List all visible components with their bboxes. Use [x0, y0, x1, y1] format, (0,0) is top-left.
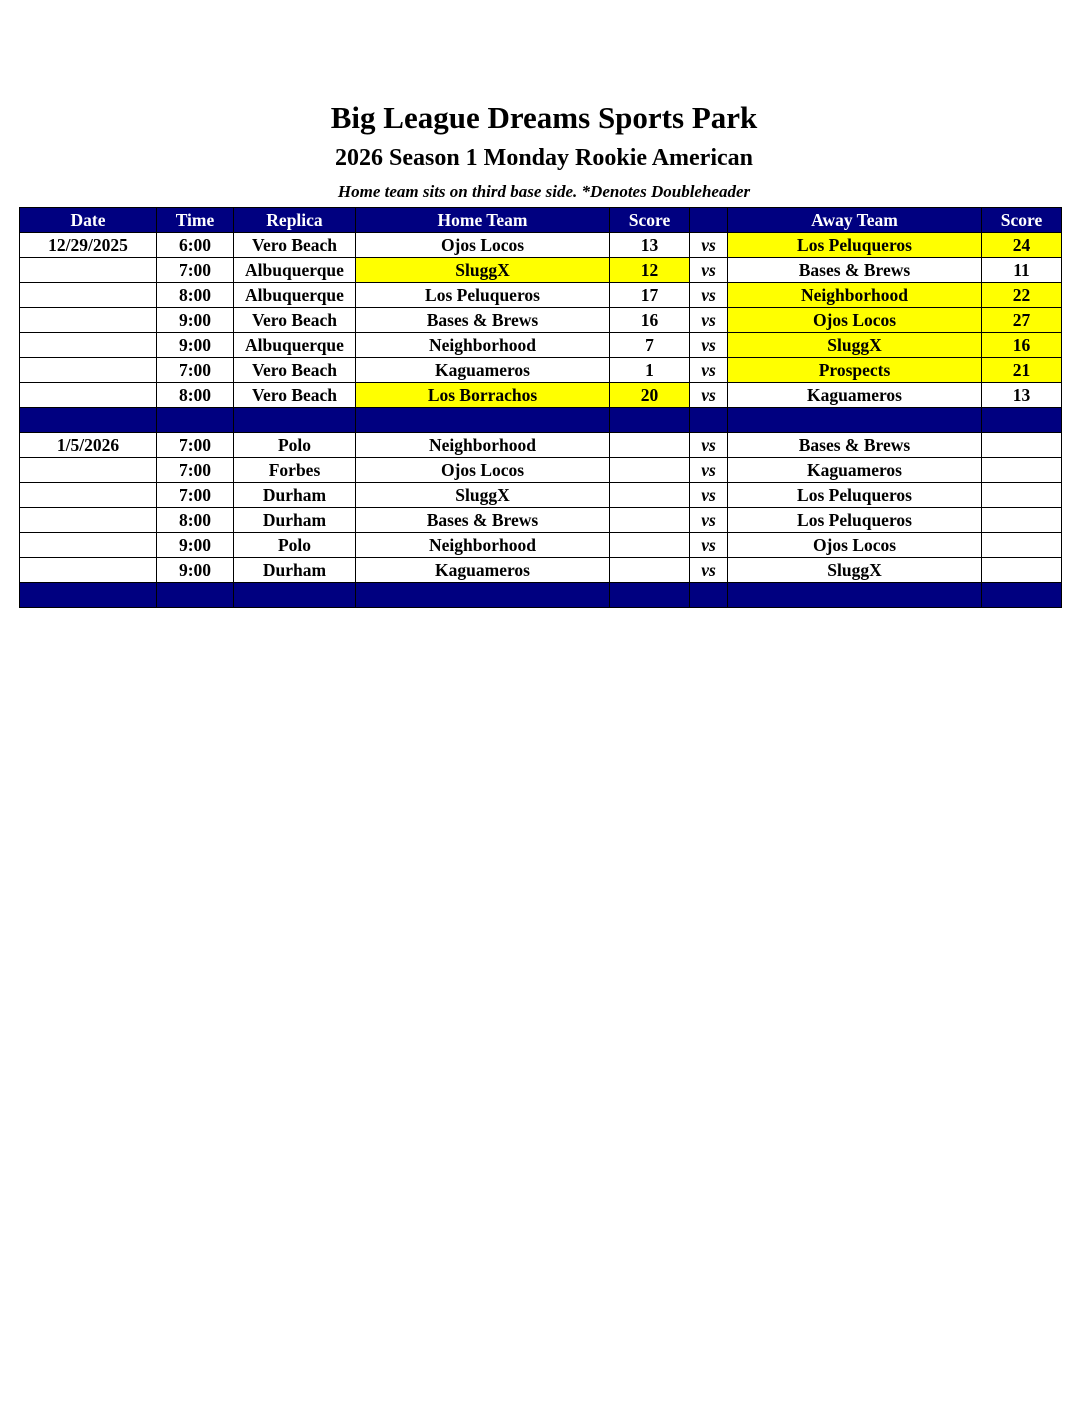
time-cell: 8:00	[157, 508, 234, 533]
home-team-cell: Bases & Brews	[356, 508, 610, 533]
away-team-cell: Neighborhood	[728, 283, 982, 308]
separator-cell	[157, 408, 234, 433]
date-cell	[20, 358, 157, 383]
time-cell: 7:00	[157, 358, 234, 383]
vs-cell: vs	[690, 308, 728, 333]
date-cell	[20, 308, 157, 333]
replica-cell: Forbes	[234, 458, 356, 483]
table-row	[20, 558, 1062, 583]
away-score-cell: 11	[982, 258, 1062, 283]
home-team-cell: Neighborhood	[356, 433, 610, 458]
separator-cell	[690, 408, 728, 433]
away-score-cell: 16	[982, 333, 1062, 358]
away-team-cell: Bases & Brews	[728, 433, 982, 458]
away-team-cell: Los Peluqueros	[728, 233, 982, 258]
away-team-cell: Kaguameros	[728, 383, 982, 408]
home-score-cell: 13	[610, 233, 690, 258]
away-team-cell: Ojos Locos	[728, 533, 982, 558]
away-team-cell: Los Peluqueros	[728, 483, 982, 508]
date-cell	[20, 533, 157, 558]
col-header-home-team: Home Team	[356, 208, 610, 233]
table-row	[20, 258, 1062, 283]
replica-cell: Polo	[234, 433, 356, 458]
home-team-cell: Kaguameros	[356, 358, 610, 383]
separator-cell	[610, 583, 690, 608]
date-cell	[20, 458, 157, 483]
replica-cell: Polo	[234, 533, 356, 558]
separator-cell	[356, 583, 610, 608]
time-cell: 7:00	[157, 483, 234, 508]
away-team-cell: Bases & Brews	[728, 258, 982, 283]
header-row	[20, 208, 1062, 233]
vs-cell: vs	[690, 458, 728, 483]
home-score-cell	[610, 533, 690, 558]
date-cell	[20, 508, 157, 533]
home-score-cell: 7	[610, 333, 690, 358]
date-cell: 1/5/2026	[20, 433, 157, 458]
time-cell: 8:00	[157, 283, 234, 308]
vs-cell: vs	[690, 258, 728, 283]
home-team-cell: SluggX	[356, 258, 610, 283]
vs-cell: vs	[690, 483, 728, 508]
date-cell	[20, 383, 157, 408]
away-score-cell: 22	[982, 283, 1062, 308]
separator-cell	[728, 408, 982, 433]
time-cell: 6:00	[157, 233, 234, 258]
separator-cell	[356, 408, 610, 433]
week-separator-row	[20, 583, 1062, 608]
away-score-cell: 27	[982, 308, 1062, 333]
date-cell	[20, 333, 157, 358]
date-cell	[20, 558, 157, 583]
time-cell: 7:00	[157, 458, 234, 483]
vs-cell: vs	[690, 358, 728, 383]
separator-cell	[20, 583, 157, 608]
away-score-cell	[982, 533, 1062, 558]
replica-cell: Vero Beach	[234, 383, 356, 408]
table-row	[20, 358, 1062, 383]
replica-cell: Durham	[234, 558, 356, 583]
table-row	[20, 233, 1062, 258]
away-team-cell: SluggX	[728, 558, 982, 583]
home-team-cell: Los Peluqueros	[356, 283, 610, 308]
table-row	[20, 458, 1062, 483]
table-row	[20, 433, 1062, 458]
col-header-time: Time	[157, 208, 234, 233]
date-cell	[20, 283, 157, 308]
time-cell: 9:00	[157, 558, 234, 583]
home-score-cell: 16	[610, 308, 690, 333]
away-score-cell	[982, 483, 1062, 508]
col-header-date: Date	[20, 208, 157, 233]
away-team-cell: Prospects	[728, 358, 982, 383]
home-score-cell: 17	[610, 283, 690, 308]
away-score-cell	[982, 508, 1062, 533]
table-row	[20, 383, 1062, 408]
table-row	[20, 508, 1062, 533]
vs-cell: vs	[690, 283, 728, 308]
home-team-cell: Los Borrachos	[356, 383, 610, 408]
home-team-cell: Bases & Brews	[356, 308, 610, 333]
separator-cell	[982, 408, 1062, 433]
col-header-vs	[690, 208, 728, 233]
schedule-body	[20, 233, 1062, 608]
home-score-cell	[610, 483, 690, 508]
away-score-cell: 13	[982, 383, 1062, 408]
col-header-away-team: Away Team	[728, 208, 982, 233]
home-team-cell: Ojos Locos	[356, 458, 610, 483]
away-score-cell: 24	[982, 233, 1062, 258]
vs-cell: vs	[690, 333, 728, 358]
replica-cell: Vero Beach	[234, 233, 356, 258]
replica-cell: Durham	[234, 508, 356, 533]
replica-cell: Vero Beach	[234, 308, 356, 333]
away-team-cell: Ojos Locos	[728, 308, 982, 333]
replica-cell: Albuquerque	[234, 333, 356, 358]
replica-cell: Vero Beach	[234, 358, 356, 383]
separator-cell	[234, 583, 356, 608]
separator-cell	[690, 583, 728, 608]
vs-cell: vs	[690, 433, 728, 458]
col-header-away-score: Score	[982, 208, 1062, 233]
home-score-cell: 20	[610, 383, 690, 408]
away-score-cell	[982, 433, 1062, 458]
separator-cell	[234, 408, 356, 433]
home-team-cell: SluggX	[356, 483, 610, 508]
home-team-cell: Neighborhood	[356, 333, 610, 358]
home-score-cell: 1	[610, 358, 690, 383]
time-cell: 9:00	[157, 308, 234, 333]
page-subtitle: 2026 Season 1 Monday Rookie American	[334, 145, 753, 171]
home-score-cell	[610, 433, 690, 458]
page-title: Big League Dreams Sports Park	[330, 100, 758, 135]
home-score-cell	[610, 508, 690, 533]
time-cell: 9:00	[157, 533, 234, 558]
vs-cell: vs	[690, 508, 728, 533]
week-separator-row	[20, 408, 1062, 433]
away-team-cell: Kaguameros	[728, 458, 982, 483]
date-cell	[20, 258, 157, 283]
time-cell: 8:00	[157, 383, 234, 408]
col-header-home-score: Score	[610, 208, 690, 233]
separator-cell	[20, 408, 157, 433]
time-cell: 7:00	[157, 433, 234, 458]
time-cell: 9:00	[157, 333, 234, 358]
home-score-cell: 12	[610, 258, 690, 283]
table-row	[20, 533, 1062, 558]
time-cell: 7:00	[157, 258, 234, 283]
separator-cell	[610, 408, 690, 433]
replica-cell: Durham	[234, 483, 356, 508]
away-team-cell: SluggX	[728, 333, 982, 358]
table-row	[20, 483, 1062, 508]
vs-cell: vs	[690, 383, 728, 408]
replica-cell: Albuquerque	[234, 258, 356, 283]
away-score-cell	[982, 558, 1062, 583]
home-team-cell: Kaguameros	[356, 558, 610, 583]
home-score-cell	[610, 458, 690, 483]
home-team-cell: Ojos Locos	[356, 233, 610, 258]
away-score-cell: 21	[982, 358, 1062, 383]
table-row	[20, 283, 1062, 308]
table-row	[20, 308, 1062, 333]
replica-cell: Albuquerque	[234, 283, 356, 308]
col-header-replica: Replica	[234, 208, 356, 233]
vs-cell: vs	[690, 233, 728, 258]
date-cell: 12/29/2025	[20, 233, 157, 258]
schedule-note: Home team sits on third base side. *Denotes Doubleheader	[337, 182, 751, 201]
vs-cell: vs	[690, 533, 728, 558]
date-cell	[20, 483, 157, 508]
vs-cell: vs	[690, 558, 728, 583]
home-team-cell: Neighborhood	[356, 533, 610, 558]
table-row	[20, 333, 1062, 358]
schedule-table	[19, 207, 1062, 608]
separator-cell	[982, 583, 1062, 608]
away-score-cell	[982, 458, 1062, 483]
away-team-cell: Los Peluqueros	[728, 508, 982, 533]
home-score-cell	[610, 558, 690, 583]
separator-cell	[728, 583, 982, 608]
separator-cell	[157, 583, 234, 608]
